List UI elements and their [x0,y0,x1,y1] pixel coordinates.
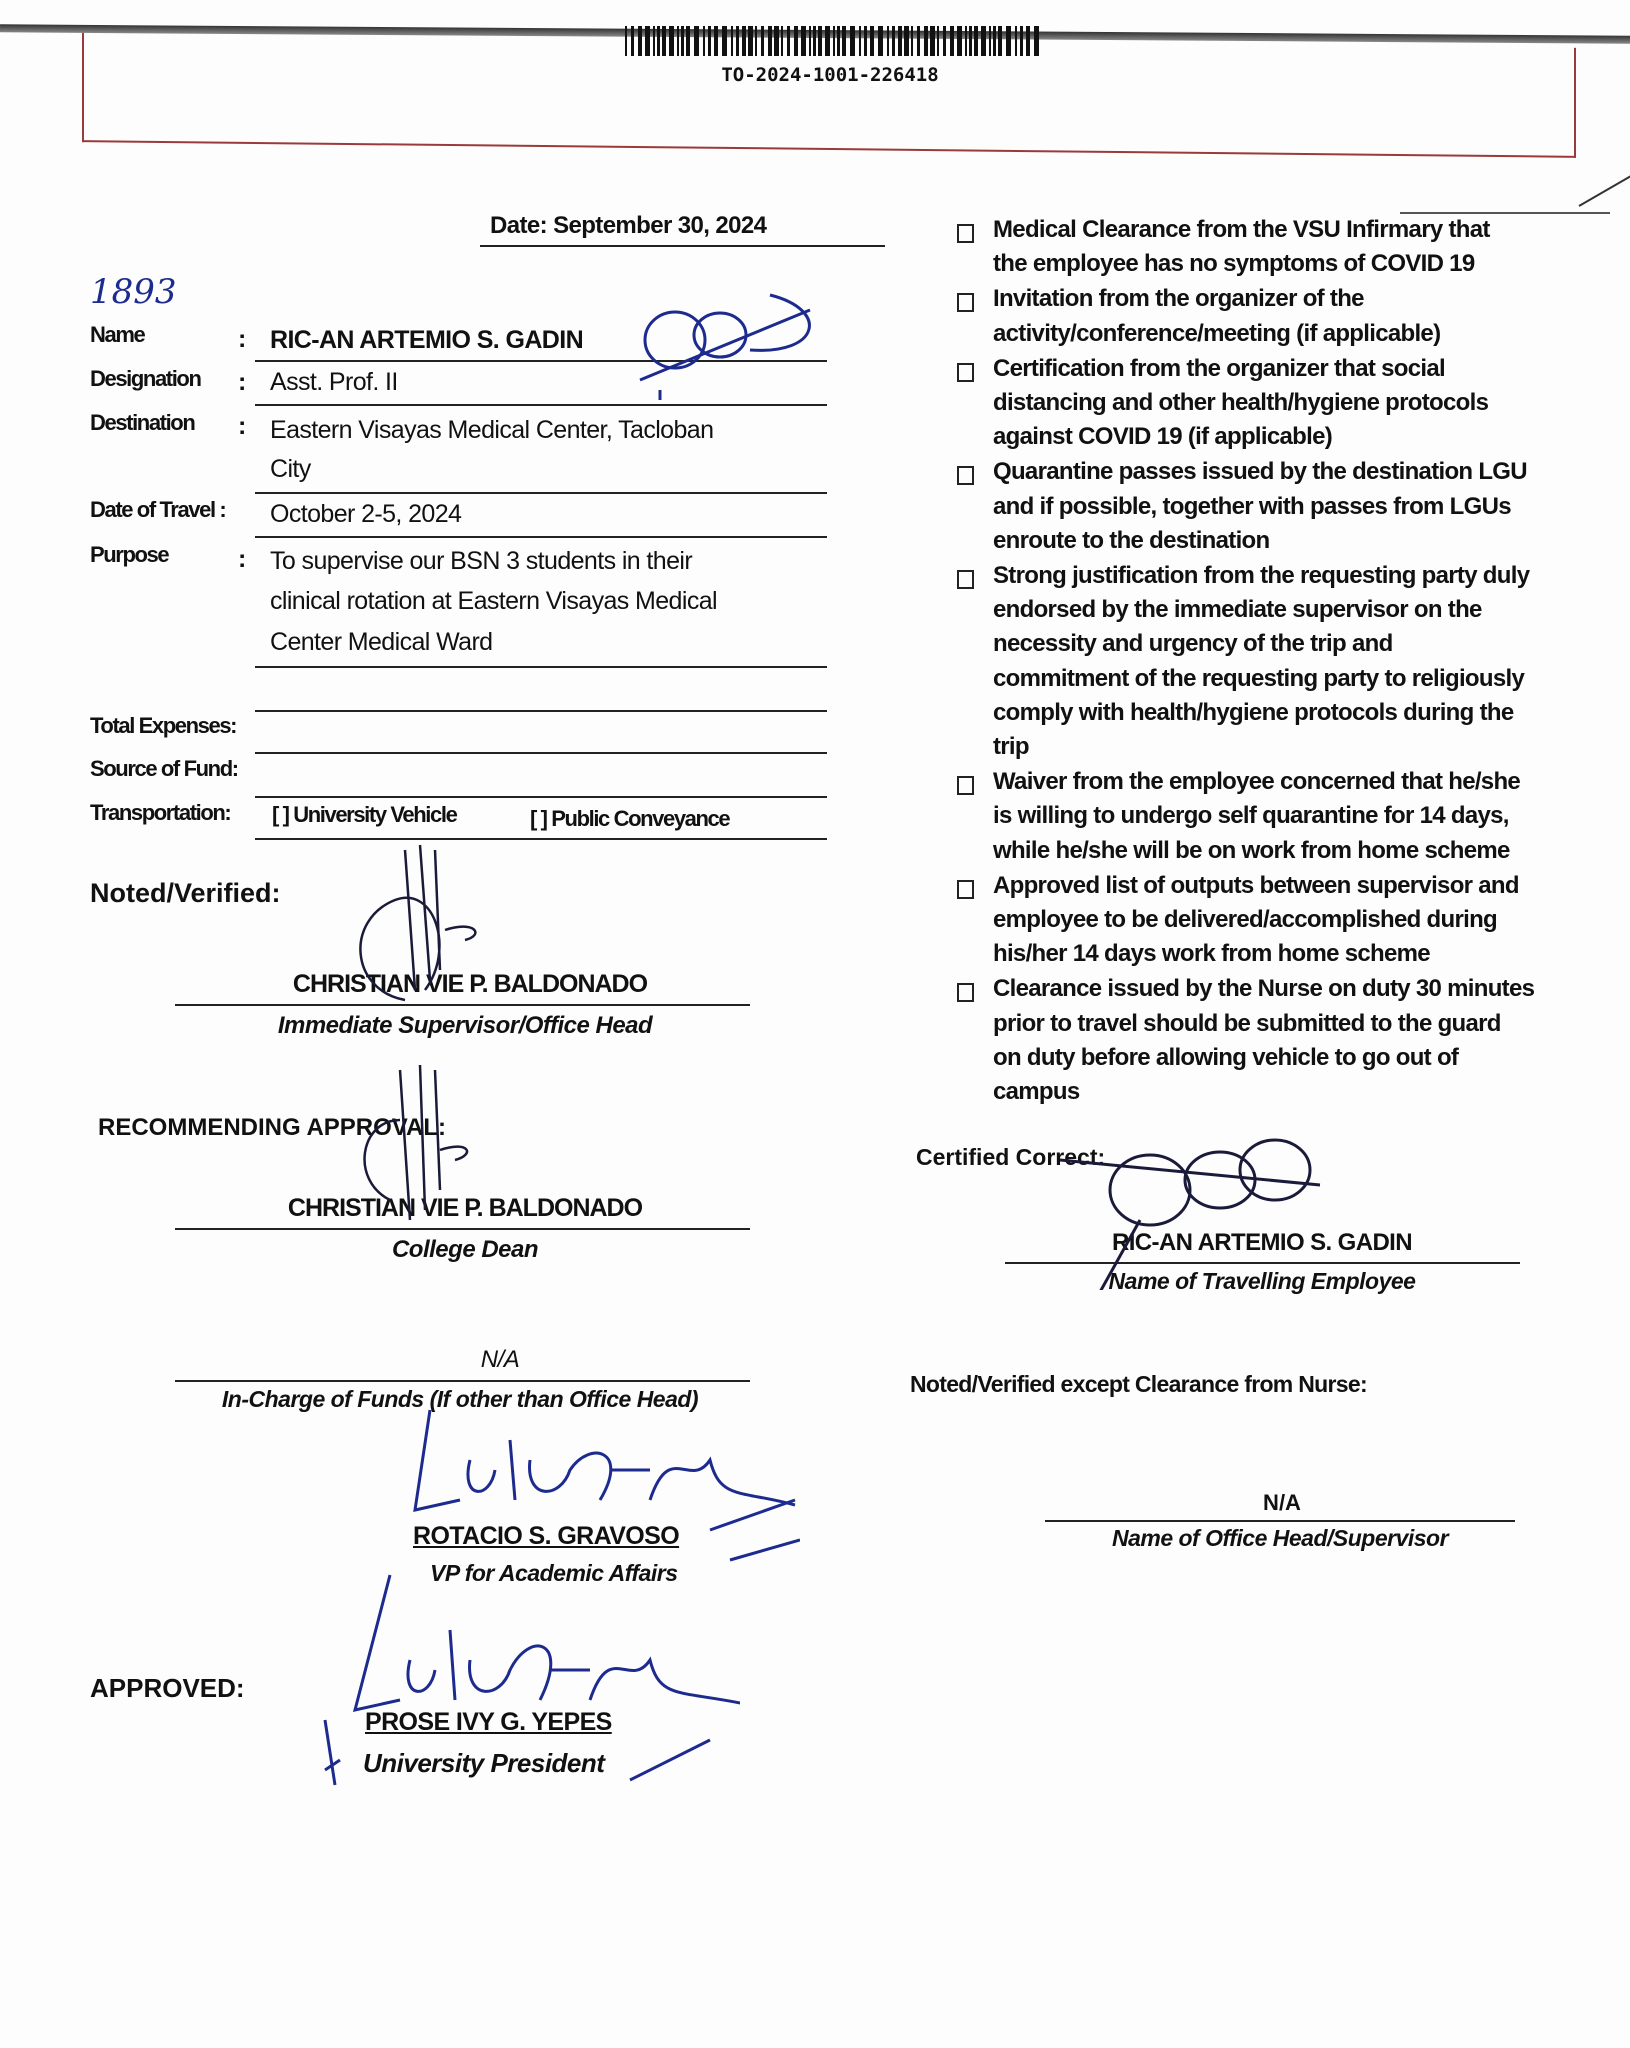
barcode-bar [662,26,666,56]
requirement-text: enroute to the destination [993,526,1270,554]
requirement-text: commitment of the requesting party to religiously [993,664,1525,692]
barcode-bar [755,26,757,56]
destination-value-cont: City [270,455,311,483]
requirement-text: trip [993,733,1029,760]
purpose-value: Center Medical Ward [270,628,493,656]
dean-signature [350,1060,480,1230]
barcode-bar [794,26,798,56]
total-expenses-label: Total Expenses: [90,713,237,738]
funds-name: N/A [480,1346,520,1373]
destination-line [255,492,827,494]
requirement-text: Invitation from the organizer of the [993,285,1364,313]
barcode-bar [833,26,835,56]
designation-line [255,404,827,406]
employee-signature-top [620,280,840,400]
colon: : [238,368,246,396]
requirement-text: on duty before allowing vehicle to go out of [993,1043,1459,1071]
barcode-bar [842,26,846,56]
barcode-bar [818,26,822,56]
requirement-text: Quarantine passes issued by the destination LGU [993,458,1527,486]
barcode-bar [731,26,733,56]
barcode-bar [708,26,711,56]
barcode-bar [686,26,690,56]
vp-role: VP for Academic Affairs [430,1560,678,1586]
barcode-bar [787,26,790,56]
requirement-checkbox[interactable] [957,983,974,1002]
barcode-bar [714,26,718,56]
president-role: University President [363,1748,605,1778]
barcode-bar [645,26,650,56]
barcode-bar [736,26,739,56]
approved-label: APPROVED: [90,1673,245,1703]
transportation-line [255,838,827,840]
barcode-bar [631,26,634,56]
page-fold [1400,212,1610,214]
barcode-bar [748,26,753,56]
tracking-code: TO-2024-1001-226418 [721,64,939,86]
colon: : [238,545,246,573]
barcode-bar [950,26,954,56]
purpose-line-extra [255,710,827,712]
dean-role: College Dean [391,1236,539,1263]
barcode-bar [998,26,1002,56]
requirement-text: the employee has no symptoms of COVID 19 [993,250,1475,278]
barcode-bar [677,26,679,56]
employee-name: RIC-AN ARTEMIO S. GADIN [1112,1229,1412,1256]
barcode-bar [850,26,855,56]
requirement-text: Waiver from the employee concerned that he/she [993,768,1521,796]
transport-option-public-conveyance[interactable]: [ ] Public Conveyance [530,806,730,831]
requirement-text: employee to be delivered/accomplished during [993,906,1498,933]
purpose-value: To supervise our BSN 3 students in their [270,547,693,575]
noted-verified-label: Noted/Verified: [90,878,281,908]
barcode-bar [898,26,902,56]
barcode-bar [870,26,874,56]
barcode-bar [904,26,909,56]
transportation-label: Transportation: [90,800,231,825]
barcode-bar [1026,26,1030,56]
employee-signature-bottom [1060,1130,1360,1290]
office-head-line [1045,1520,1515,1522]
barcode-bar [774,26,779,56]
barcode-bar [742,26,746,56]
president-name: PROSE IVY G. YEPES [365,1708,612,1736]
purpose-value: clinical rotation at Eastern Visayas Medical [270,587,717,615]
employee-role: Name of Travelling Employee [1108,1268,1416,1294]
barcode-bar [965,26,967,56]
barcode-bar [989,26,991,56]
office-head-role: Name of Office Head/Supervisor [1111,1525,1449,1551]
barcode-bar [768,26,772,56]
requirement-text: Clearance issued by the Nurse on duty 30 minutes [993,975,1535,1003]
destination-label: Destination [90,410,195,435]
barcode-bar [825,26,830,56]
requirement-checkbox[interactable] [957,776,974,795]
requirement-text: prior to travel should be submitted to the guard [993,1009,1501,1037]
requirement-text: Certification from the organizer that social [993,354,1445,382]
name-value: RIC-AN ARTEMIO S. GADIN [270,326,584,354]
requirement-text: Medical Clearance from the VSU Infirmary that [993,216,1490,243]
date-of-travel-value: October 2-5, 2024 [270,500,462,528]
date-of-travel-label: Date of Travel : [90,497,226,522]
barcode-bar [722,26,727,56]
barcode-bar [625,26,627,56]
barcode [625,26,1040,56]
requirement-text: against COVID 19 (if applicable) [993,423,1333,451]
barcode-bar [969,26,972,56]
requirement-text: activity/conference/meeting (if applicable) [993,319,1441,347]
purpose-line [255,666,827,668]
vp-name: ROTACIO S. GRAVOSO [413,1522,680,1550]
barcode-bar [878,26,883,56]
president-signature [310,1560,740,1790]
requirement-checkbox[interactable] [957,880,974,899]
barcode-bar [911,26,913,56]
barcode-bar [761,26,764,56]
page-corner [1579,175,1630,207]
barcode-bar [981,26,986,56]
funds-role: In-Charge of Funds (If other than Office Head) [221,1386,699,1412]
recommending-approval-label: RECOMMENDING APPROVAL: [98,1114,446,1141]
barcode-bar [892,26,895,56]
transport-option-university-vehicle[interactable]: [ ] University Vehicle [272,802,457,827]
barcode-bar [957,26,962,56]
barcode-bar [809,26,811,56]
barcode-bar [781,26,783,56]
barcode-bar [1006,26,1011,56]
purpose-label: Purpose [90,542,169,567]
dean-name: CHRISTIAN VIE P. BALDONADO [287,1194,643,1222]
barcode-bar [669,26,674,56]
noted-except-label: Noted/Verified except Clearance from Nurse: [910,1371,1367,1397]
total-expenses-line [255,752,827,754]
requirement-checkbox[interactable] [957,570,974,589]
requirement-text: campus [993,1078,1080,1105]
requirement-checkbox[interactable] [957,293,974,312]
funds-line [175,1380,750,1382]
name-label: Name [90,322,145,347]
barcode-bar [1020,26,1023,56]
designation-value: Asst. Prof. II [270,368,398,396]
requirement-text: and if possible, together with passes from LGUs [993,492,1511,520]
barcode-bar [917,26,920,56]
office-head-name: N/A [1263,1490,1301,1515]
requirement-text: Strong justification from the requesting party duly [993,562,1530,589]
barcode-bar [703,26,705,56]
barcode-bar [887,26,889,56]
barcode-bar [1034,26,1039,56]
requirement-text: distancing and other health/hygiene protocols [993,389,1489,416]
barcode-bar [864,26,867,56]
barcode-bar [924,26,928,56]
designation-label: Designation [90,366,201,391]
barcode-bar [657,26,660,56]
barcode-bar [694,26,699,56]
barcode-bar [801,26,806,56]
destination-value: Eastern Visayas Medical Center, Tacloban [270,416,714,444]
document-date: Date: September 30, 2024 [490,212,767,239]
barcode-bar [813,26,816,56]
date-underline [480,245,885,247]
requirement-text: is willing to undergo self quarantine for 14 days, [993,802,1509,830]
barcode-bar [937,26,939,56]
requirement-text: comply with health/hygiene protocols during the [993,698,1514,726]
barcode-bar [943,26,946,56]
colon: : [238,412,246,440]
requirement-text: endorsed by the immediate supervisor on the [993,596,1482,624]
supervisor-name: CHRISTIAN VIE P. BALDONADO [292,970,648,998]
barcode-bar [653,26,655,56]
requirement-text: necessity and urgency of the trip and [993,630,1393,658]
barcode-bar [930,26,935,56]
requirement-text: while he/she will be on work from home scheme [993,836,1510,864]
vp-signature [400,1400,800,1570]
barcode-bar [1015,26,1017,56]
source-of-fund-label: Source of Fund: [90,756,238,781]
barcode-bar [974,26,978,56]
source-of-fund-line [255,796,827,798]
handwritten-number: 1893 [90,272,177,312]
barcode-bar [638,26,642,56]
barcode-bar [837,26,840,56]
requirement-text: Approved list of outputs between supervisor and [993,871,1519,899]
requirement-checkbox[interactable] [957,363,974,382]
supervisor-role: Immediate Supervisor/Office Head [277,1012,653,1039]
date-of-travel-line [255,536,827,538]
barcode-bar [993,26,996,56]
requirement-text: his/her 14 days work from home scheme [993,940,1430,968]
requirement-checkbox[interactable] [957,466,974,485]
barcode-bar [859,26,861,56]
colon: : [238,325,246,353]
barcode-bar [681,26,684,56]
certified-correct-label: Certified Correct: [916,1144,1106,1170]
requirement-checkbox[interactable] [957,224,974,243]
supervisor-signature [345,840,505,1010]
